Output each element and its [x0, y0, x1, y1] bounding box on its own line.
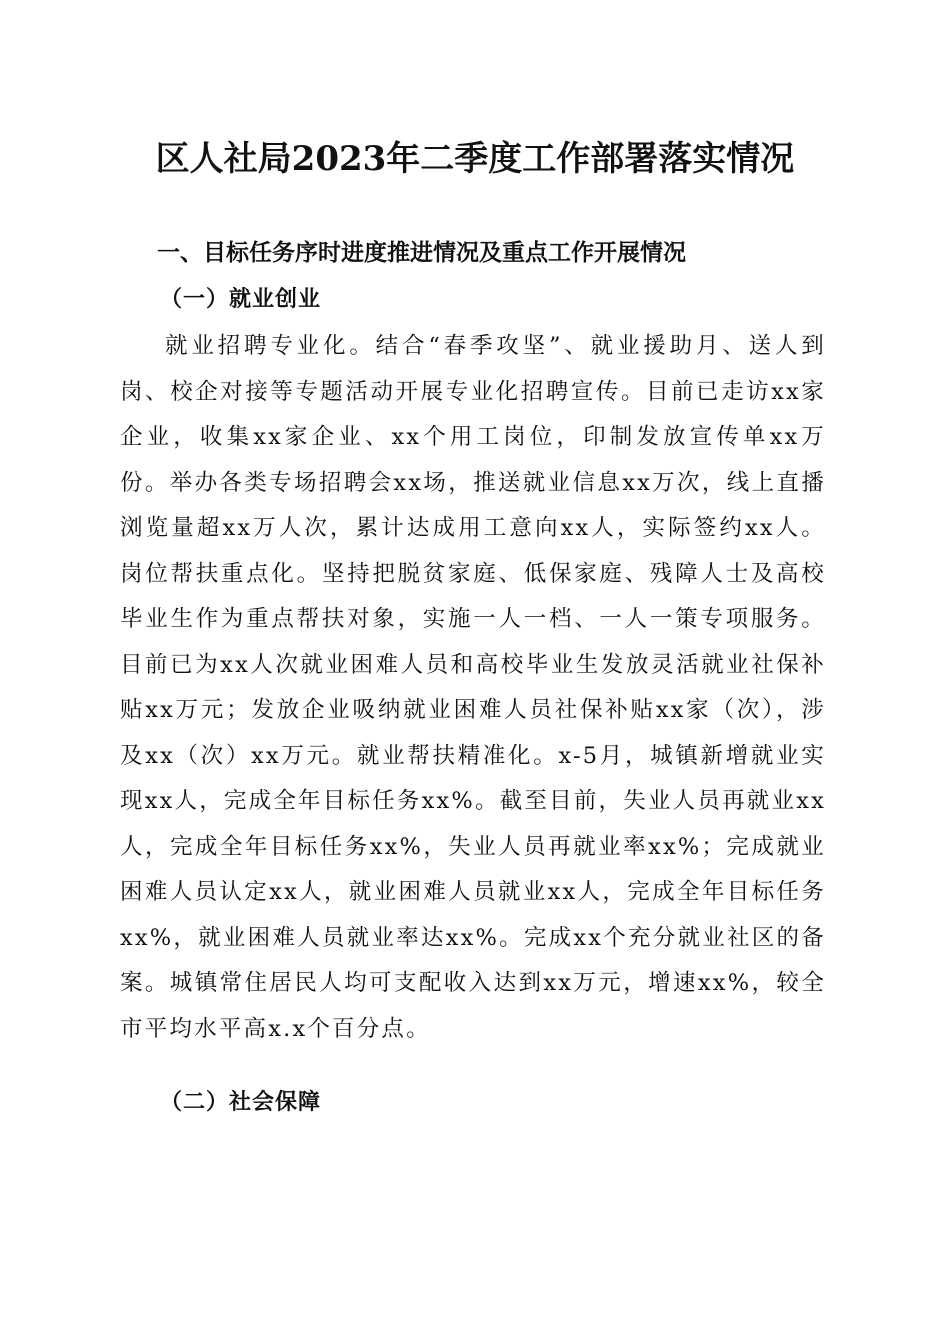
subsection-heading-social-security: （二）社会保障: [160, 1089, 322, 1115]
section-heading-1: 一、目标任务序时进度推进情况及重点工作开展情况: [157, 240, 686, 266]
employment-paragraph: 就业招聘专业化。结合“春季攻坚”、就业援助月、送人到岗、校企对接等专题活动开展专业化招聘宣传。目前已走访xx家企业，收集xx家企业、xx个用工岗位，印制发放宣传单xx万份。举办各类专场招聘会xx场，推送就业信息xx万次，线上直播浏览量超xx万人次，累计达成用工意向xx人，实际签约xx人。岗位帮扶重点化。坚持把脱贫家庭、低保家庭、残障人士及高校毕业生作为重点帮扶对象，实施一人一档、一人一策专项服务。目前已为xx人次就业困难人员和高校毕业生发放灵活就业社保补贴xx万元；发放企业吸纳就业困难人员社保补贴xx家（次），涉及xx（次）xx万元。就业帮扶精准化。x-5月，城镇新增就业实现xx人，完成全年目标任务xx%。截至目前，失业人员再就业xx人，完成全年目标任务xx%，失业人员再就业率xx%；完成就业困难人员认定xx人，就业困难人员就业xx人，完成全年目标任务xx%，就业困难人员就业率达xx%。完成xx个充分就业社区的备案。城镇常住居民人均可支配收入达到xx万元，增速xx%，较全市平均水平高x.x个百分点。: [120, 333, 826, 1042]
subsection-heading-employment: （一）就业创业: [160, 286, 322, 312]
document-title: 区人社局2023年二季度工作部署落实情况: [155, 139, 795, 179]
